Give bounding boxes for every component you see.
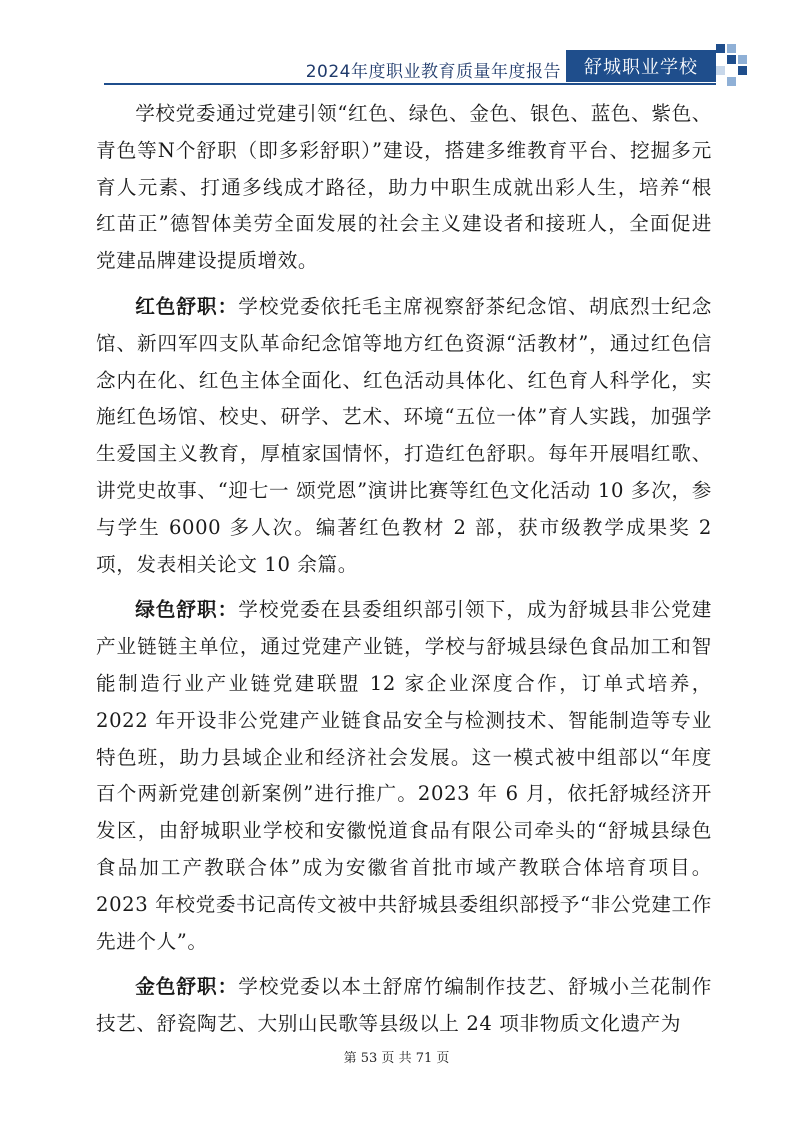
- paragraph-red: [96, 289, 712, 583]
- page-number: 第 53 页 共 71 页: [343, 1051, 450, 1066]
- paragraph-text: 学校党委通过党建引领“红色、绿色、金色、银色、蓝色、紫色、青色等N个舒职（即多彩舒职）”建设，搭建多维教育平台、挖掘多元育人元素、打通多线成才路径，助力中职生成就出彩人生，培养“根红苗正”德智体美劳全面发展的社会主义建设者和接班人，全面促进党建品牌建设提质增效。: [96, 102, 712, 273]
- page-header: [0, 0, 793, 90]
- header-divider: [104, 83, 716, 85]
- report-title: 2024年度职业教育质量年度报告: [305, 62, 561, 82]
- paragraph-gold: [96, 969, 712, 1043]
- school-name-badge: 舒城职业学校: [566, 50, 716, 82]
- paragraph-lead: 金色舒职：: [135, 975, 239, 999]
- paragraph-text: 学校党委依托毛主席视察舒茶纪念馆、胡底烈士纪念馆、新四军四支队革命纪念馆等地方红色资源“活教材”，通过红色信念内在化、红色主体全面化、红色活动具体化、红色育人科学化，实施红色场馆、校史、研学、艺术、环境“五位一体”育人实践，加强学生爱国主义教育，厚植家国情怀，打造红色舒职。每年开展唱红歌、讲党史故事、“迎七一 颂党恩”演讲比赛等红色文化活动 10 多次，参与学生 6000 多人次。编著红色教材 2 部，获市级教学成果奖 2 项，发表相关论文 10 余篇。: [96, 294, 712, 576]
- paragraph-text: 学校党委在县委组织部引领下，成为舒城县非公党建产业链链主单位，通过党建产业链，学校与舒城县绿色食品加工和智能制造行业产业链党建联盟 12 家企业深度合作，订单式培养，2022 年开设非公党建产业链食品安全与检测技术、智能制造等专业特色班，助力县域企业和经济社会发展。这一模式被中组部以“年度百个两新党建创新案例”进行推广。2023 年 6 月，依托舒城经济开发区，由舒城职业学校和安徽悦道食品有限公司牵头的“舒城县绿色食品加工产教联合体”成为安徽省首批市域产教联合体培育项目。2023 年校党委书记高传文被中共舒城县委组织部授予“非公党建工作先进个人”。: [96, 598, 712, 953]
- document-body: [96, 96, 712, 1052]
- paragraph-text: 学校党委以本土舒席竹编制作技艺、舒城小兰花制作技艺、舒瓷陶艺、大别山民歌等县级以上 24 项非物质文化遗产为: [96, 975, 712, 1036]
- paragraph-lead: 红色舒职：: [135, 294, 239, 318]
- paragraph-intro: [96, 96, 712, 280]
- paragraph-green: [96, 592, 712, 960]
- paragraph-lead: 绿色舒职：: [135, 598, 239, 622]
